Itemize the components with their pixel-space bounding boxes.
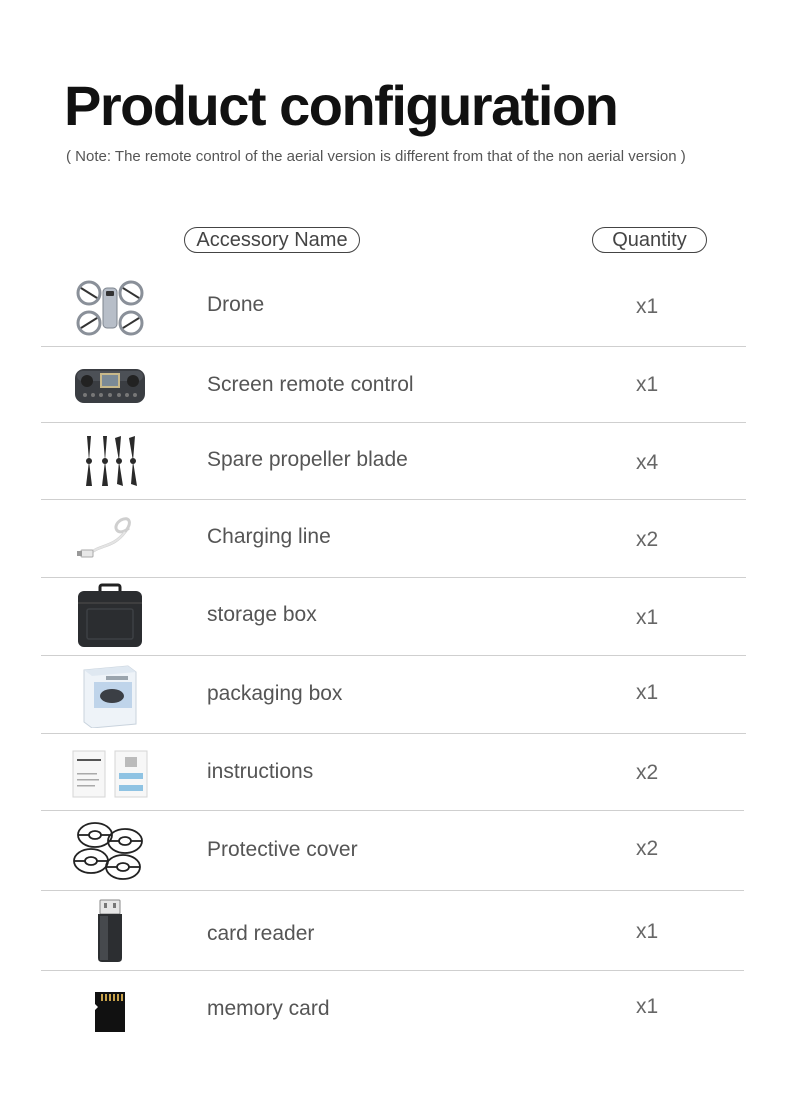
- table-row: [0, 891, 790, 970]
- accessory-name: memory card: [207, 997, 330, 1020]
- accessory-name: Drone: [207, 293, 265, 316]
- storage-box-icon: [60, 582, 160, 650]
- accessory-name: storage box: [207, 603, 317, 626]
- accessory-name: Spare propeller blade: [207, 448, 408, 471]
- accessory-quantity: x1: [636, 295, 659, 318]
- table-row: [0, 270, 790, 346]
- usb-cable-icon: [60, 508, 160, 568]
- table-row: [0, 500, 790, 577]
- drone-icon: [60, 278, 160, 338]
- table-row: [0, 578, 790, 655]
- table-row: [0, 347, 790, 422]
- accessory-quantity: x2: [636, 528, 659, 551]
- accessory-quantity: x1: [636, 995, 659, 1018]
- accessory-name: instructions: [207, 760, 314, 783]
- propeller-guard-icon: [60, 817, 160, 885]
- accessory-quantity: x1: [636, 373, 659, 396]
- accessory-quantity: x1: [636, 681, 659, 704]
- propeller-icon: [60, 431, 160, 491]
- table-row: [0, 971, 790, 1047]
- table-row: [0, 734, 790, 810]
- accessory-name: packaging box: [207, 682, 343, 705]
- manual-icon: [60, 748, 160, 800]
- packaging-box-icon: [60, 662, 160, 728]
- remote-control-icon: [60, 359, 160, 411]
- card-reader-icon: [60, 897, 160, 965]
- table-row: [0, 423, 790, 499]
- accessory-name: Charging line: [207, 525, 331, 548]
- accessory-quantity: x2: [636, 761, 659, 784]
- table-row: [0, 811, 790, 890]
- column-header-accessory-name: Accessory Name: [184, 227, 360, 253]
- column-header-quantity: Quantity: [592, 227, 707, 253]
- page-note: ( Note: The remote control of the aerial version is different from that of the non aerial version ): [66, 148, 686, 165]
- accessory-quantity: x1: [636, 606, 659, 629]
- accessory-quantity: x4: [636, 451, 659, 474]
- table-row: [0, 656, 790, 733]
- page-title: Product configuration: [64, 74, 618, 137]
- accessory-name: card reader: [207, 922, 315, 945]
- accessory-name: Protective cover: [207, 838, 358, 861]
- accessory-quantity: x1: [636, 920, 659, 943]
- memory-card-icon: [60, 987, 160, 1037]
- accessory-name: Screen remote control: [207, 373, 414, 396]
- accessory-quantity: x2: [636, 837, 659, 860]
